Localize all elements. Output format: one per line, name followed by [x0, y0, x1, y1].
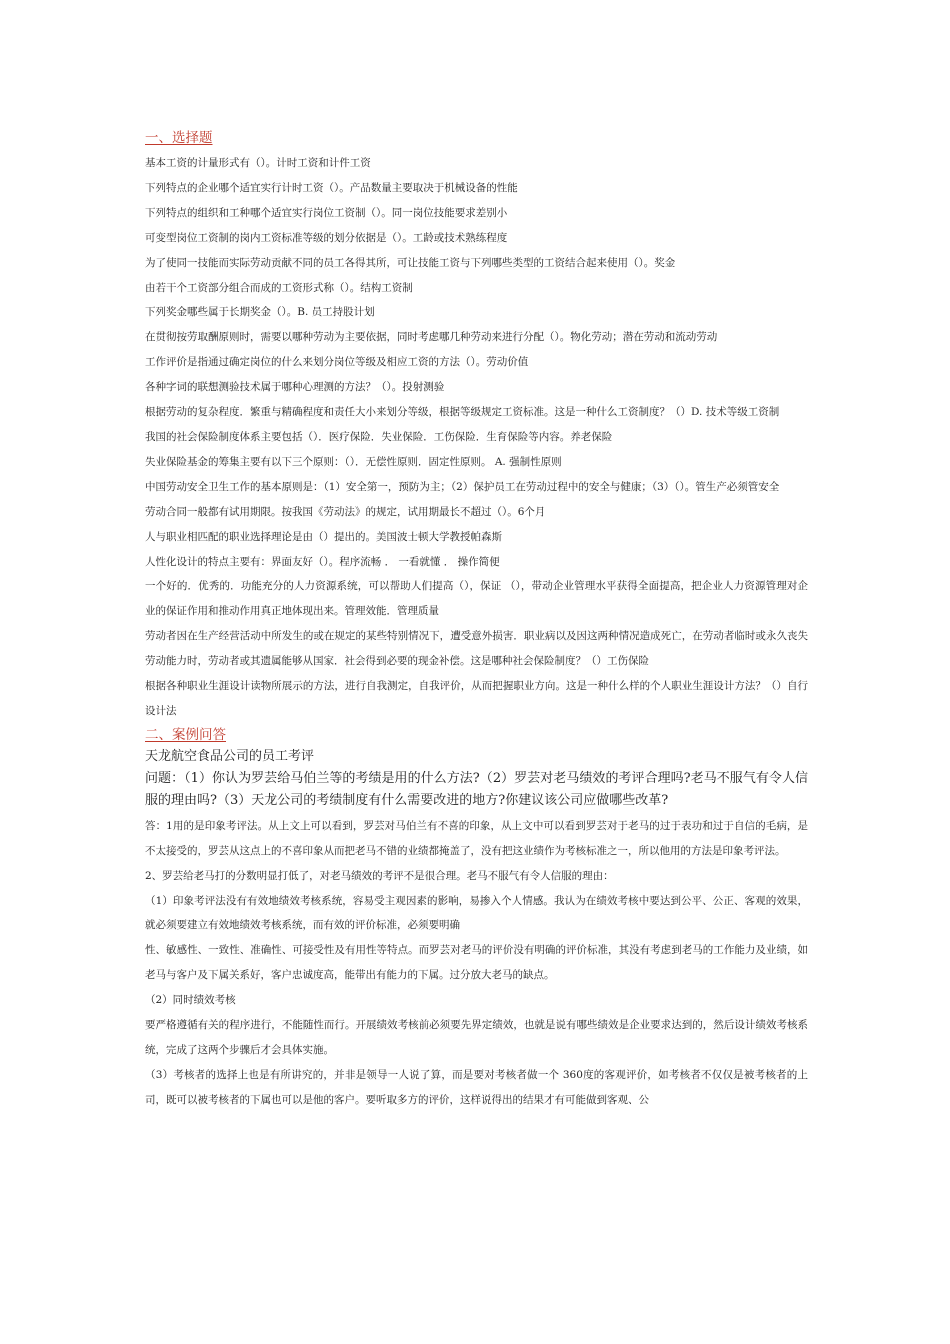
question-item: 人性化设计的特点主要有：界面友好（）。程序流畅 ． 一看就懂 ． 操作简便 [145, 555, 500, 568]
question-item: 为了使同一技能而实际劳动贡献不同的员工各得其所，可让技能工资与下列哪些类型的工资结合起来使用（）。奖金 [145, 256, 676, 269]
question-item: 由若干个工资部分组合而成的工资形式称（）。结构工资制 [145, 281, 413, 294]
question-item: 下列特点的企业哪个适宜实行计时工资（）。产品数量主要取决于机械设备的性能 [145, 181, 518, 194]
answer-paragraph: （2）同时绩效考核 [145, 994, 236, 1007]
question-item: 可变型岗位工资制的岗内工资标准等级的划分依据是（）。工龄或技术熟练程度 [145, 231, 508, 244]
question-item: 各种字词的联想测验技术属于哪种心理测的方法？（）。投射测验 [145, 381, 445, 394]
answer-paragraph: 性、敏感性、一致性、准确性、可接受性及有用性等特点。而罗芸对老马的评价没有明确的评价标准，其没有考虑到老马的工作能力及业绩，如老马与客户及下属关系好，客户忠诚度高，能带出有能力的下属。过分放大老马的缺点。 [145, 944, 808, 982]
answer-paragraph: （3）考核者的选择上也是有所讲究的，并非是领导一人说了算，而是要对考核者做一个 360度的客观评价，如考核者不仅仅是被考核者的上司，既可以被考核者的下属也可以是他的客户。要听取多方的评价，这样说得出的结果才有可能做到客观、公 [145, 1068, 808, 1106]
question-item: 劳动合同一般都有试用期限。按我国《劳动法》的规定，试用期最长不超过（）。6个月 [145, 505, 546, 518]
question-item: 我国的社会保险制度体系主要包括（）．医疗保险．失业保险．工伤保险．生育保险等内容。养老保险 [145, 430, 613, 443]
question-item: 根据各种职业生涯设计读物所展示的方法，进行自我测定，自我评价，从而把握职业方向。这是一种什么样的个人职业生涯设计方法？（）自行设计法 [145, 680, 808, 717]
answer-list [145, 814, 808, 1113]
answer-paragraph: 答：1用的是印象考评法。从上文上可以看到，罗芸对马伯兰有不喜的印象，从上文中可以看到罗芸对于老马的过于表功和过于自信的毛病，是不太接受的，罗芸从这点上的不喜印象从而把老马不错的业绩都掩盖了，没有把这业绩作为考核标准之一，所以他用的方法是印象考评法。 [145, 819, 808, 857]
question-item: 在贯彻按劳取酬原则时，需要以哪种劳动为主要依据，同时考虑哪几种劳动来进行分配（）。物化劳动；潜在劳动和流动劳动 [145, 331, 718, 344]
section-heading-case-study: 二、案例问答 [145, 726, 226, 743]
case-title: 天龙航空食品公司的员工考评 [145, 748, 315, 764]
case-question: 问题：（1）你认为罗芸给马伯兰等的考绩是用的什么方法?（2）罗芸对老马绩效的考评合理吗?老马不服气有令人信服的理由吗?（3）天龙公司的考绩制度有什么需要改进的地方?你建议该公司应做哪些改革? [145, 770, 808, 808]
question-item: 工作评价是指通过确定岗位的什么来划分岗位等级及相应工资的方法（）。劳动价值 [145, 356, 529, 369]
question-item: 劳动者因在生产经营活动中所发生的或在规定的某些特别情况下，遭受意外损害．职业病以及因这两种情况造成死亡，在劳动者临时或永久丧失劳动能力时，劳动者或其遗属能够从国家．社会得到必要的现金补偿。这是哪种社会保险制度？（）工伤保险 [145, 630, 808, 668]
question-list [145, 151, 808, 724]
answer-paragraph: （1）印象考评法没有有效地绩效考核系统，容易受主观因素的影响，易掺入个人情感。我认为在绩效考核中要达到公平、公正、客观的效果，就必须要建立有效地绩效考核系统，而有效的评价标准，必须要明确 [145, 894, 808, 932]
question-item: 失业保险基金的筹集主要有以下三个原则：（）．无偿性原则．固定性原则。 A. 强制性原则 [145, 455, 562, 468]
answer-paragraph: 2、罗芸给老马打的分数明显打低了，对老马绩效的考评不是很合理。老马不服气有令人信服的理由： [145, 869, 614, 882]
section-heading-choice-questions: 一、选择题 [145, 130, 213, 146]
question-item: 下列奖金哪些属于长期奖金（）。B. 员工持股计划 [145, 306, 375, 319]
question-item: 根据劳动的复杂程度．繁重与精确程度和责任大小来划分等级，根据等级规定工资标准。这是一种什么工资制度？（）D. 技术等级工资制 [145, 406, 780, 419]
answer-paragraph: 要严格遵循有关的程序进行，不能随性而行。开展绩效考核前必须要先界定绩效，也就是说有哪些绩效是企业要求达到的，然后设计绩效考核系统，完成了这两个步骤后才会具体实施。 [145, 1019, 808, 1056]
question-item: 人与职业相匹配的职业选择理论是由（）提出的。美国波士顿大学教授帕森斯 [145, 530, 502, 543]
question-item: 一个好的．优秀的．功能充分的人力资源系统，可以帮助人们提高（），保证 （），带动企业管理水平获得全面提高，把企业人力资源管理对企业的保证作用和推动作用真正地体现出来。管理效能．管理质量 [145, 580, 808, 618]
question-item: 基本工资的计量形式有（）。计时工资和计件工资 [145, 157, 371, 169]
question-item: 下列特点的组织和工种哪个适宜实行岗位工资制（）。同一岗位技能要求差别小 [145, 206, 508, 219]
question-item: 中国劳动安全卫生工作的基本原则是：（1）安全第一，预防为主；（2）保护员工在劳动过程中的安全与健康；（3）（）。管生产必须管安全 [145, 480, 780, 493]
document-body [145, 127, 808, 1113]
